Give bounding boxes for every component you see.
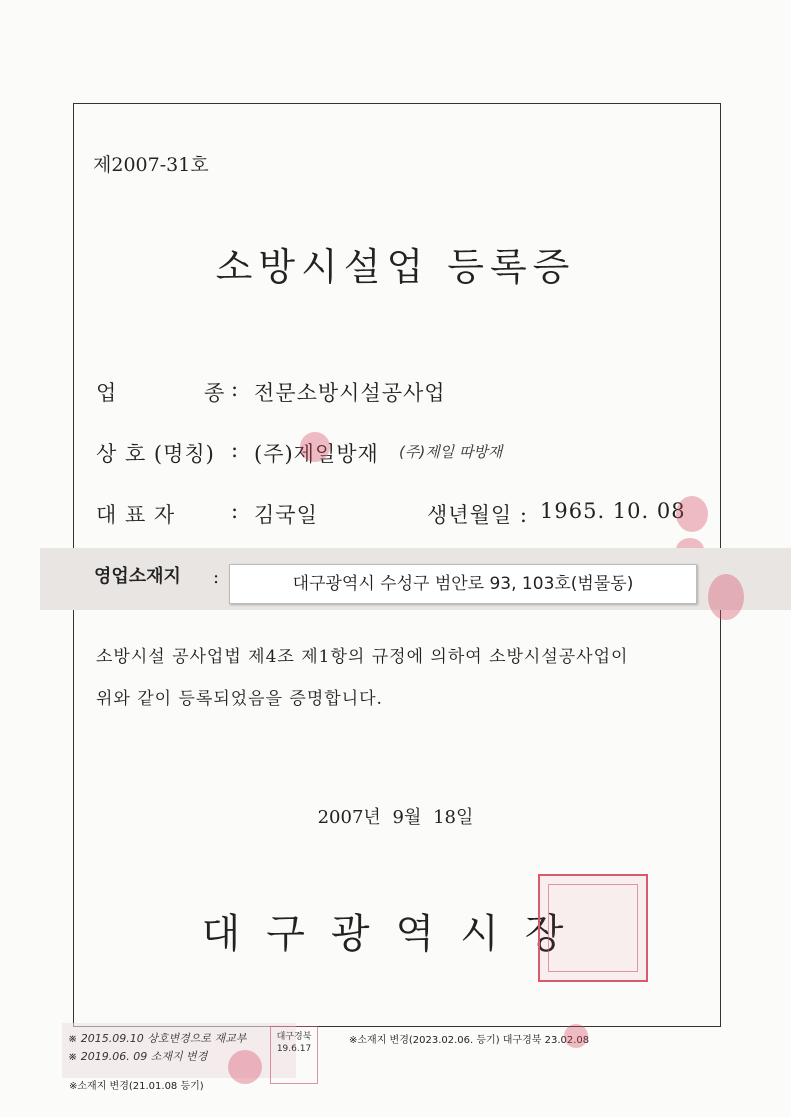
company-handwritten: (주)제일 따방재 [399,443,503,461]
official-seal [538,874,648,982]
body-line-2: 위와 같이 등록되었음을 증명합니다. [96,689,383,709]
address-value: 대구광역시 수성구 범안로 93, 103호(범물동) [229,564,697,604]
issue-date: 2007년 9월 18일 [317,807,474,828]
footer-handwritten-line-2: ※ 2019.06. 09 소재지 변경 [68,1050,208,1063]
colon: : [231,499,240,523]
body-line-1: 소방시설 공사업법 제4조 제1항의 규정에 의하여 소방시설공사업이 [96,647,629,667]
birthdate-value: 1965. 10. 08 [540,499,686,523]
seal-stamp [564,1024,588,1048]
footer-note-left: ※소재지 변경(21.01.08 등기) [69,1081,204,1092]
seal-stamp [300,432,330,462]
colon: : [231,377,240,401]
footer-side-stamp: 대구경북 19.6.17 [270,1026,318,1084]
business-type-label-a: 업 [96,381,118,405]
document-title: 소방시설업 등록증 [215,245,576,289]
seal-stamp [708,574,744,620]
footer-handwritten-line-1: ※ 2015.09.10 상호변경으로 재교부 [68,1032,247,1045]
issuer-name: 대구광역시장 [201,911,590,957]
footer-note-right: ※소재지 변경(2023.02.06. 등기) 대구경북 23.02.08 [349,1035,590,1046]
representative-label: 대 표 자 [96,503,176,527]
birthdate-label: 생년월일 : [427,503,528,527]
seal-stamp [228,1050,262,1084]
company-value: (주)제일방재 [254,442,379,466]
colon: : [231,438,240,462]
business-type-value: 전문소방시설공사업 [254,381,446,405]
document-number: 제2007-31호 [93,154,209,176]
seal-stamp [676,496,708,532]
colon: : [213,567,220,588]
representative-value: 김국일 [254,503,318,527]
company-label: 상 호 (명칭) [96,442,215,466]
address-label: 영업소재지 [94,566,181,587]
business-type-label-b: 종 [204,381,226,405]
